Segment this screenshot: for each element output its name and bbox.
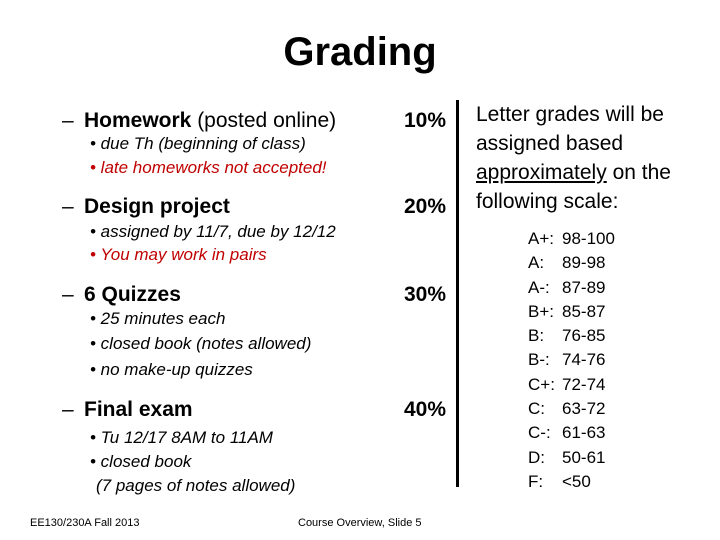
grade-row	[528, 421, 615, 445]
final-exam-item	[62, 398, 193, 422]
grade-scale-intro	[476, 100, 671, 216]
grade-letter: C+:	[528, 374, 555, 394]
grade-row	[528, 300, 615, 324]
homework-note-1: • due Th (beginning of class)	[90, 134, 306, 153]
grade-range: 50-61	[562, 447, 606, 467]
homework-label: Homework	[84, 109, 192, 132]
grade-row	[528, 227, 615, 251]
grade-range: 98-100	[562, 229, 615, 248]
intro-line-2: assigned based	[476, 132, 624, 155]
design-project-percent: 20%	[404, 195, 447, 218]
grade-row	[528, 251, 615, 275]
final-exam-note-1: • Tu 12/17 8AM to 11AM	[90, 428, 273, 447]
grade-letter: A-:	[528, 277, 550, 297]
grade-letter: F:	[528, 471, 544, 491]
grade-letter: B+:	[528, 301, 554, 321]
grade-range: 74-76	[562, 350, 606, 370]
grade-row	[528, 276, 615, 300]
intro-line-1: Letter grades will be	[476, 103, 664, 126]
quizzes-note-3: • no make-up quizzes	[90, 360, 253, 379]
grade-letter: A+:	[528, 229, 554, 248]
grade-letter: C:	[528, 399, 545, 419]
intro-line-3-rest: on the	[606, 161, 671, 184]
grade-row	[528, 470, 615, 494]
grade-range: 85-87	[562, 301, 606, 321]
grade-range: 76-85	[562, 326, 606, 346]
grade-letter: B:	[528, 326, 545, 346]
quizzes-note-1: • 25 minutes each	[90, 309, 226, 328]
dash-bullet: –	[62, 398, 74, 421]
homework-note-2: • late homeworks not accepted!	[90, 158, 327, 177]
footer-slide-number: Course Overview, Slide 5	[298, 517, 422, 529]
grade-row	[528, 324, 615, 348]
dash-bullet: –	[62, 283, 74, 306]
grade-letter: D:	[528, 447, 545, 467]
grade-row	[528, 397, 615, 421]
grade-range: 87-89	[562, 277, 606, 297]
footer-course: EE130/230A Fall 2013	[30, 517, 140, 529]
vertical-divider	[456, 100, 459, 487]
design-project-label: Design project	[84, 195, 230, 218]
grade-range: 72-74	[562, 374, 606, 394]
grade-row	[528, 373, 615, 397]
quizzes-note-2: • closed book (notes allowed)	[90, 334, 312, 353]
dash-bullet: –	[62, 109, 74, 132]
dash-bullet: –	[62, 195, 74, 218]
homework-item	[62, 109, 336, 133]
approximately-underlined: approximately	[476, 161, 607, 184]
homework-percent: 10%	[404, 109, 447, 132]
grade-letter: A:	[528, 253, 545, 273]
grade-scale-list	[528, 227, 615, 494]
slide-title: Grading	[283, 30, 437, 74]
intro-line-4: following scale:	[476, 190, 619, 213]
grade-letter: C-:	[528, 423, 551, 443]
grade-letter: B-:	[528, 350, 550, 370]
design-project-note-2: • You may work in pairs	[90, 245, 267, 264]
final-exam-note-3: (7 pages of notes allowed)	[96, 476, 296, 495]
intro-line-3	[476, 158, 671, 187]
grade-row	[528, 446, 615, 470]
grade-range: 61-63	[562, 423, 606, 443]
grade-range: 89-98	[562, 253, 606, 273]
final-exam-percent: 40%	[404, 398, 447, 421]
final-exam-note-2: • closed book	[90, 452, 192, 471]
design-project-note-1: • assigned by 11/7, due by 12/12	[90, 222, 336, 241]
homework-suffix: (posted online)	[191, 109, 337, 132]
grade-range: 63-72	[562, 399, 606, 419]
design-project-item	[62, 195, 230, 219]
grade-row	[528, 348, 615, 372]
quizzes-label: 6 Quizzes	[84, 283, 181, 306]
quizzes-item	[62, 283, 181, 307]
grade-range: <50	[562, 471, 591, 491]
final-exam-label: Final exam	[84, 398, 193, 421]
quizzes-percent: 30%	[404, 283, 447, 306]
